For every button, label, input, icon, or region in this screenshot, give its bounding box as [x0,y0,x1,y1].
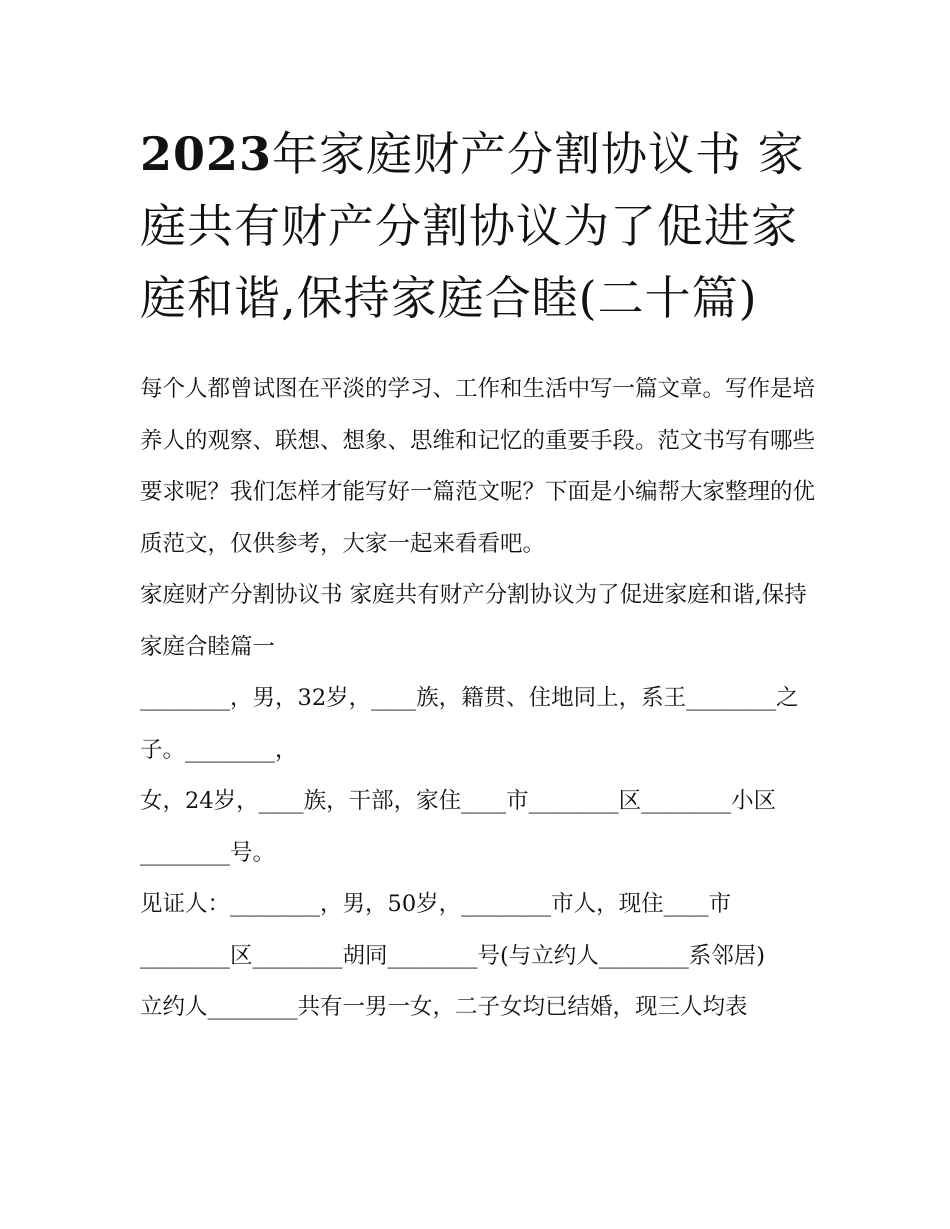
party-one-paragraph: ________，男，32岁，____族，籍贯、住地同上，系王________之子。________， [140,685,799,763]
title-year: 2023 [140,127,273,181]
witness-paragraph: 见证人：________，男，50岁，________市人，现住____市________区________胡同________号(与立约人________系邻居) [140,891,766,969]
intro-paragraph: 每个人都曾试图在平淡的学习、工作和生活中写一篇文章。写作是培养人的观察、联想、想象、思维和记忆的重要手段。范文书写有哪些要求呢？我们怎样才能写好一篇范文呢？下面是小编帮大家整理的优质范文，仅供参考，大家一起来看看吧。 [140,376,816,557]
section-heading: 家庭财产分割协议书 家庭共有财产分割协议为了促进家庭和谐,保持家庭合睦篇一 [140,582,807,660]
party-two-paragraph: 女，24岁，____族，干部，家住____市________区________小区________号。 [140,788,777,866]
title-text: 年家庭财产分割协议书 家庭共有财产分割协议为了促进家庭和谐,保持家庭合睦(二十篇) [140,127,805,325]
document-title [140,118,820,334]
document-body [140,364,820,1034]
document-page [140,118,820,1034]
agreement-paragraph: 立约人________共有一男一女，二子女均已结婚，现三人均表 [140,994,748,1020]
